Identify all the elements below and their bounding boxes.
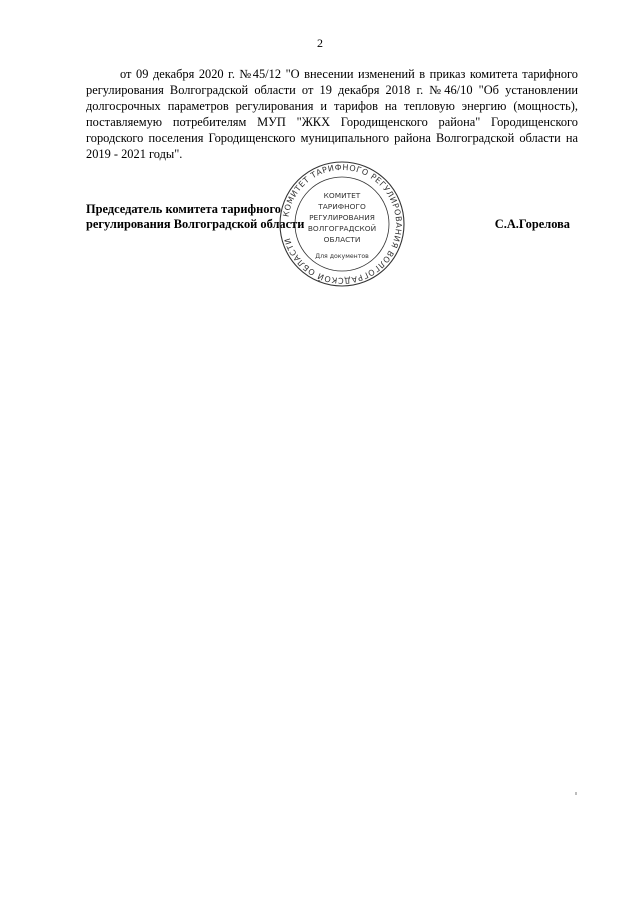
stamp-center-line-3: РЕГУЛИРОВАНИЯ xyxy=(309,213,375,222)
body-paragraph: от 09 декабря 2020 г. №45/12 "О внесении изменений в приказ комитета тарифного регулирования Волгоградской области от 19 декабря 2018 г. №46/10 "Об установлении долгосрочных параметров регулирования и тарифов на тепловую энергию (мощность), поставляемую потребителям МУП "ЖКХ Городищенского района" Городищенского городского поселения Городищенского муниципального района Волгоградской области на 2019 - 2021 годы". xyxy=(86,67,578,161)
stamp-ring-text: КОМИТЕТ ТАРИФНОГО РЕГУЛИРОВАНИЯ ВОЛГОГРАДСКОЙ ОБЛАСТИ xyxy=(281,162,404,286)
signatory-name: С.А.Горелова xyxy=(494,217,570,231)
signatory-position-line-1: Председатель комитета тарифного xyxy=(86,202,281,216)
stamp-center-line-2: ТАРИФНОГО xyxy=(318,202,366,211)
scan-speck xyxy=(575,792,577,795)
stamp-center-line-5: ОБЛАСТИ xyxy=(323,235,361,244)
signatory-position-line-2: регулирования Волгоградской области xyxy=(86,217,305,231)
stamp-center-line-1: КОМИТЕТ xyxy=(323,191,361,200)
stamp-bottom-text: Для документов xyxy=(315,253,369,260)
stamp-center-line-4: ВОЛГОГРАДСКОЙ xyxy=(307,224,377,233)
signatory-position xyxy=(86,202,304,232)
official-stamp xyxy=(276,160,408,288)
page-number: 2 xyxy=(317,36,323,50)
